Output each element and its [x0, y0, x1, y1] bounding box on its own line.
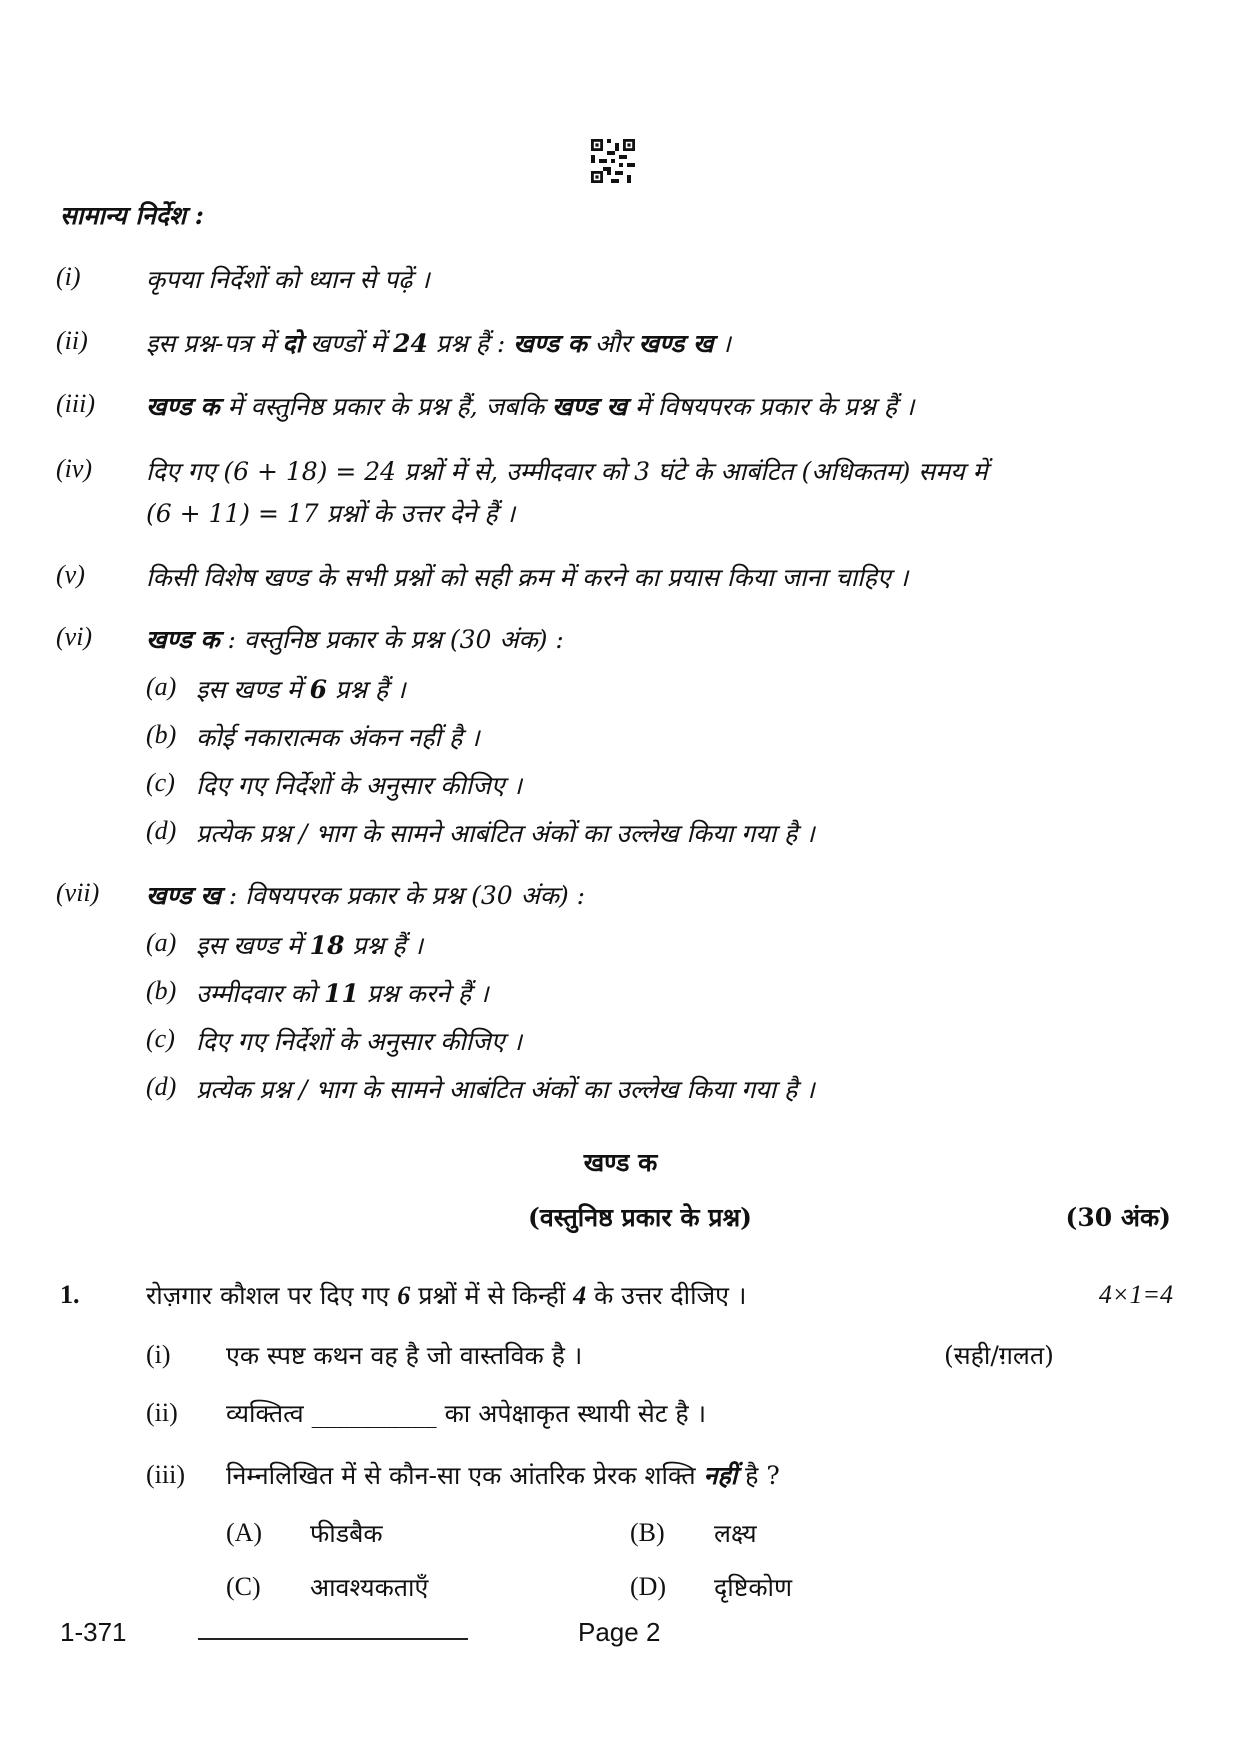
question-marks: 4×1=4: [1098, 1280, 1173, 1309]
instruction-num: (v): [56, 560, 85, 589]
option-text-c: आवश्यकताएँ: [310, 1573, 429, 1602]
section-title: खण्ड क: [583, 1148, 658, 1177]
question-text: रोज़गार कौशल पर दिए गए 6 प्रश्नों में से किन्हीं 4 के उत्तर दीजिए ।: [146, 1281, 747, 1310]
sub-num: (b): [146, 720, 177, 749]
option-label-a: (A): [226, 1518, 263, 1547]
sub-text: इस खण्ड में 18 प्रश्न हैं ।: [196, 931, 423, 960]
sub-text: उम्मीदवार को 11 प्रश्न करने हैं ।: [196, 979, 489, 1008]
option-text-a: फीडबैक: [310, 1519, 383, 1548]
sub-text: प्रत्येक प्रश्न / भाग के सामने आबंटित अंकों का उल्लेख किया गया है ।: [196, 819, 815, 848]
instruction-num: (iv): [56, 454, 93, 483]
instruction-num: (vii): [56, 878, 100, 907]
sub-num: (c): [146, 1024, 175, 1053]
part-num: (iii): [146, 1460, 185, 1489]
paper-code: 1-371: [60, 1617, 127, 1647]
part-num: (i): [146, 1340, 171, 1369]
instruction-text: कृपया निर्देशों को ध्यान से पढ़ें ।: [146, 265, 430, 294]
instruction-num: (ii): [56, 326, 88, 355]
sub-num: (d): [146, 1072, 177, 1101]
option-text-d: दृष्टिकोण: [714, 1573, 793, 1602]
sub-num: (a): [146, 672, 177, 701]
option-label-c: (C): [226, 1572, 261, 1601]
part-text: निम्नलिखित में से कौन-सा एक आंतरिक प्रेरक शक्ति नहीं है ?: [226, 1461, 780, 1490]
instruction-num: (i): [56, 262, 81, 291]
sub-num: (a): [146, 928, 177, 957]
qr-code-icon: [591, 139, 635, 183]
sub-text: कोई नकारात्मक अंकन नहीं है ।: [196, 723, 480, 752]
part-num: (ii): [146, 1398, 178, 1427]
option-text-b: लक्ष्य: [714, 1519, 757, 1548]
part-text: एक स्पष्ट कथन वह है जो वास्तविक है ।: [226, 1341, 583, 1370]
instruction-num: (vi): [56, 622, 93, 651]
sub-text: प्रत्येक प्रश्न / भाग के सामने आबंटित अंकों का उल्लेख किया गया है ।: [196, 1075, 815, 1104]
instruction-text-line1: दिए गए (6 + 18) = 24 प्रश्नों में से, उम्मीदवार को 3 घंटे के आबंटित (अधिकतम) समय में: [146, 457, 988, 486]
general-instructions-title: सामान्य निर्देश :: [60, 201, 204, 230]
sub-text: दिए गए निर्देशों के अनुसार कीजिए ।: [196, 1027, 523, 1056]
instruction-text: किसी विशेष खण्ड के सभी प्रश्नों को सही क्रम में करने का प्रयास किया जाना चाहिए ।: [146, 563, 909, 592]
option-label-d: (D): [630, 1572, 667, 1601]
section-marks: (30 अंक): [1065, 1203, 1171, 1232]
sub-num: (b): [146, 976, 177, 1005]
true-false-label: (सही/ग़लत): [944, 1341, 1054, 1370]
instruction-text: खण्ड ख : विषयपरक प्रकार के प्रश्न (30 अंक) :: [146, 881, 586, 910]
footer-divider: [198, 1638, 468, 1640]
sub-text: इस खण्ड में 6 प्रश्न हैं ।: [196, 675, 406, 704]
instruction-num: (iii): [56, 389, 95, 418]
answer-blank: __________: [311, 1399, 437, 1428]
question-number: 1.: [60, 1280, 80, 1309]
sub-num: (c): [146, 768, 175, 797]
sub-num: (d): [146, 816, 177, 845]
sub-text: दिए गए निर्देशों के अनुसार कीजिए ।: [196, 771, 523, 800]
instruction-text: खण्ड क में वस्तुनिष्ठ प्रकार के प्रश्न हैं, जबकि खण्ड ख में विषयपरक प्रकार के प्रश्न हैं ।: [146, 392, 915, 421]
section-subtitle: (वस्तुनिष्ठ प्रकार के प्रश्न): [528, 1203, 752, 1232]
instruction-text: इस प्रश्न-पत्र में दो खण्डों में 24 प्रश्न हैं : खण्ड क और खण्ड ख ।: [146, 329, 731, 358]
page-number: Page 2: [578, 1617, 661, 1647]
option-label-b: (B): [630, 1518, 665, 1547]
instruction-text-line2: (6 + 11) = 17 प्रश्नों के उत्तर देने हैं ।: [146, 499, 516, 528]
part-text: व्यक्तित्व __________ का अपेक्षाकृत स्थायी सेट है ।: [226, 1399, 707, 1428]
instruction-text: खण्ड क : वस्तुनिष्ठ प्रकार के प्रश्न (30 अंक) :: [146, 625, 564, 654]
